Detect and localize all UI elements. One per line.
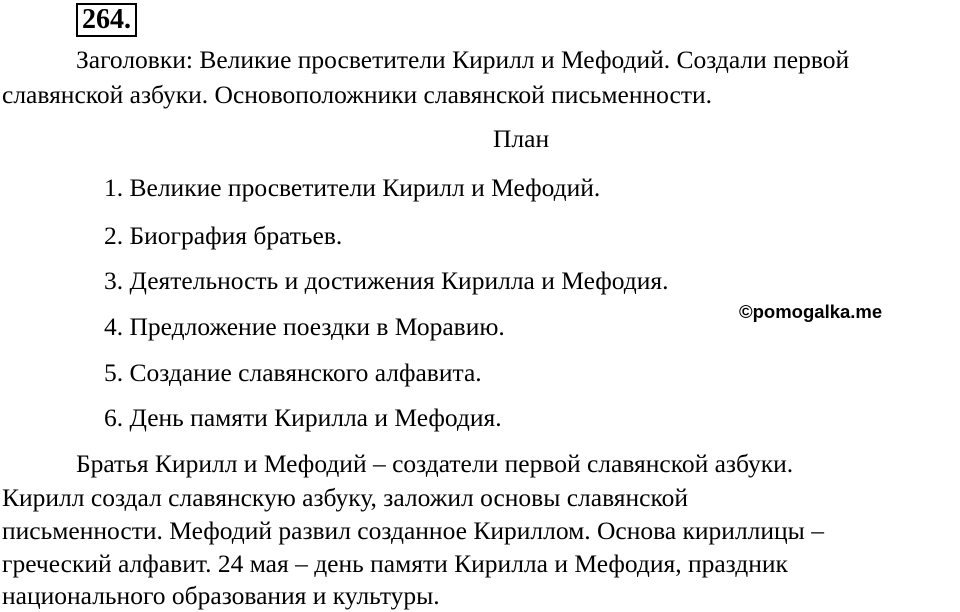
plan-item: 6. День памяти Кирилла и Мефодия.: [104, 403, 502, 432]
exercise-number: 264.: [76, 3, 137, 37]
text-line-4: греческий алфавит. 24 мая – день памяти Кирилла и Мефодия, праздник: [2, 549, 788, 578]
text-line-5: национального образования и культуры.: [2, 581, 440, 610]
text-line-3: письменности. Мефодий развил созданное Кириллом. Основа кириллицы –: [2, 516, 824, 545]
plan-item: 3. Деятельность и достижения Кирилла и Мефодия.: [104, 266, 669, 295]
watermark: ©pomogalka.me: [739, 301, 883, 322]
text-line-2: Кирилл создал славянскую азбуку, заложил основы славянской: [2, 483, 688, 512]
plan-title: План: [493, 124, 550, 153]
headings-line-2: славянской азбуки. Основоположники славянской письменности.: [2, 80, 713, 109]
plan-item: 4. Предложение поездки в Моравию.: [104, 312, 505, 341]
headings-line-1: Заголовки: Великие просветители Кирилл и Мефодий. Создали первой: [76, 45, 850, 74]
plan-item: 1. Великие просветители Кирилл и Мефодий.: [104, 173, 601, 202]
plan-item: 5. Создание славянского алфавита.: [104, 358, 482, 387]
plan-item: 2. Биография братьев.: [104, 221, 343, 250]
text-line-1: Братья Кирилл и Мефодий – создатели первой славянской азбуки.: [76, 449, 794, 478]
